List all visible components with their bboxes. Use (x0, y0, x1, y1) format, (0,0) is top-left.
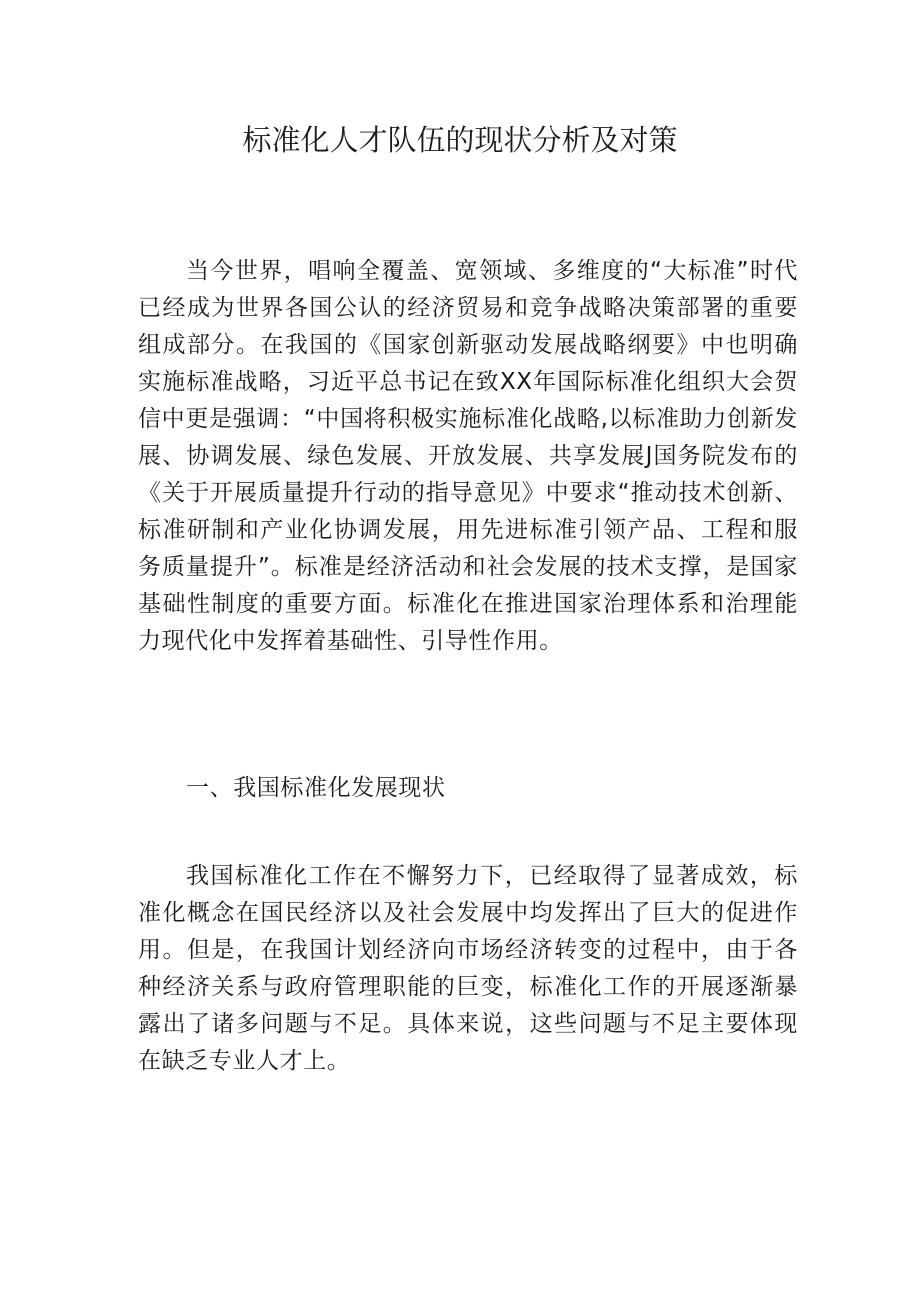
body-paragraph: 我国标准化工作在不懈努力下，已经取得了显著成效，标准化概念在国民经济以及社会发展中均发挥出了巨大的促进作用。但是，在我国计划经济向市场经济转变的过程中，由于各种经济关系与政府管理职能的巨变，标准化工作的开展逐渐暴露出了诸多问题与不足。具体来说，这些问题与不足主要体现在缺乏专业人才上。 (138, 863, 798, 1074)
section-heading: 一、我国标准化发展现状 (186, 775, 446, 801)
intro-paragraph: 当今世界，唱响全覆盖、宽领域、多维度的“大标准”时代已经成为世界各国公认的经济贸易和竞争战略决策部署的重要组成部分。在我国的《国家创新驱动发展战略纲要》中也明确实施标准战略，习近平总书记在致XX年国际标准化组织大会贺信中更是强调：“中国将积极实施标准化战略,以标准助力创新发展、协调发展、绿色发展、开放发展、共享发展J国务院发布的《关于开展质量提升行动的指导意见》中要求“推动技术创新、标准研制和产业化协调发展，用先进标准引领产品、工程和服务质量提升”。标准是经济活动和社会发展的技术支撑，是国家基础性制度的重要方面。标准化在推进国家治理体系和治理能力现代化中发挥着基础性、引导性作用。 (138, 258, 798, 654)
document-title: 标准化人才队伍的现状分析及对策 (242, 123, 678, 157)
